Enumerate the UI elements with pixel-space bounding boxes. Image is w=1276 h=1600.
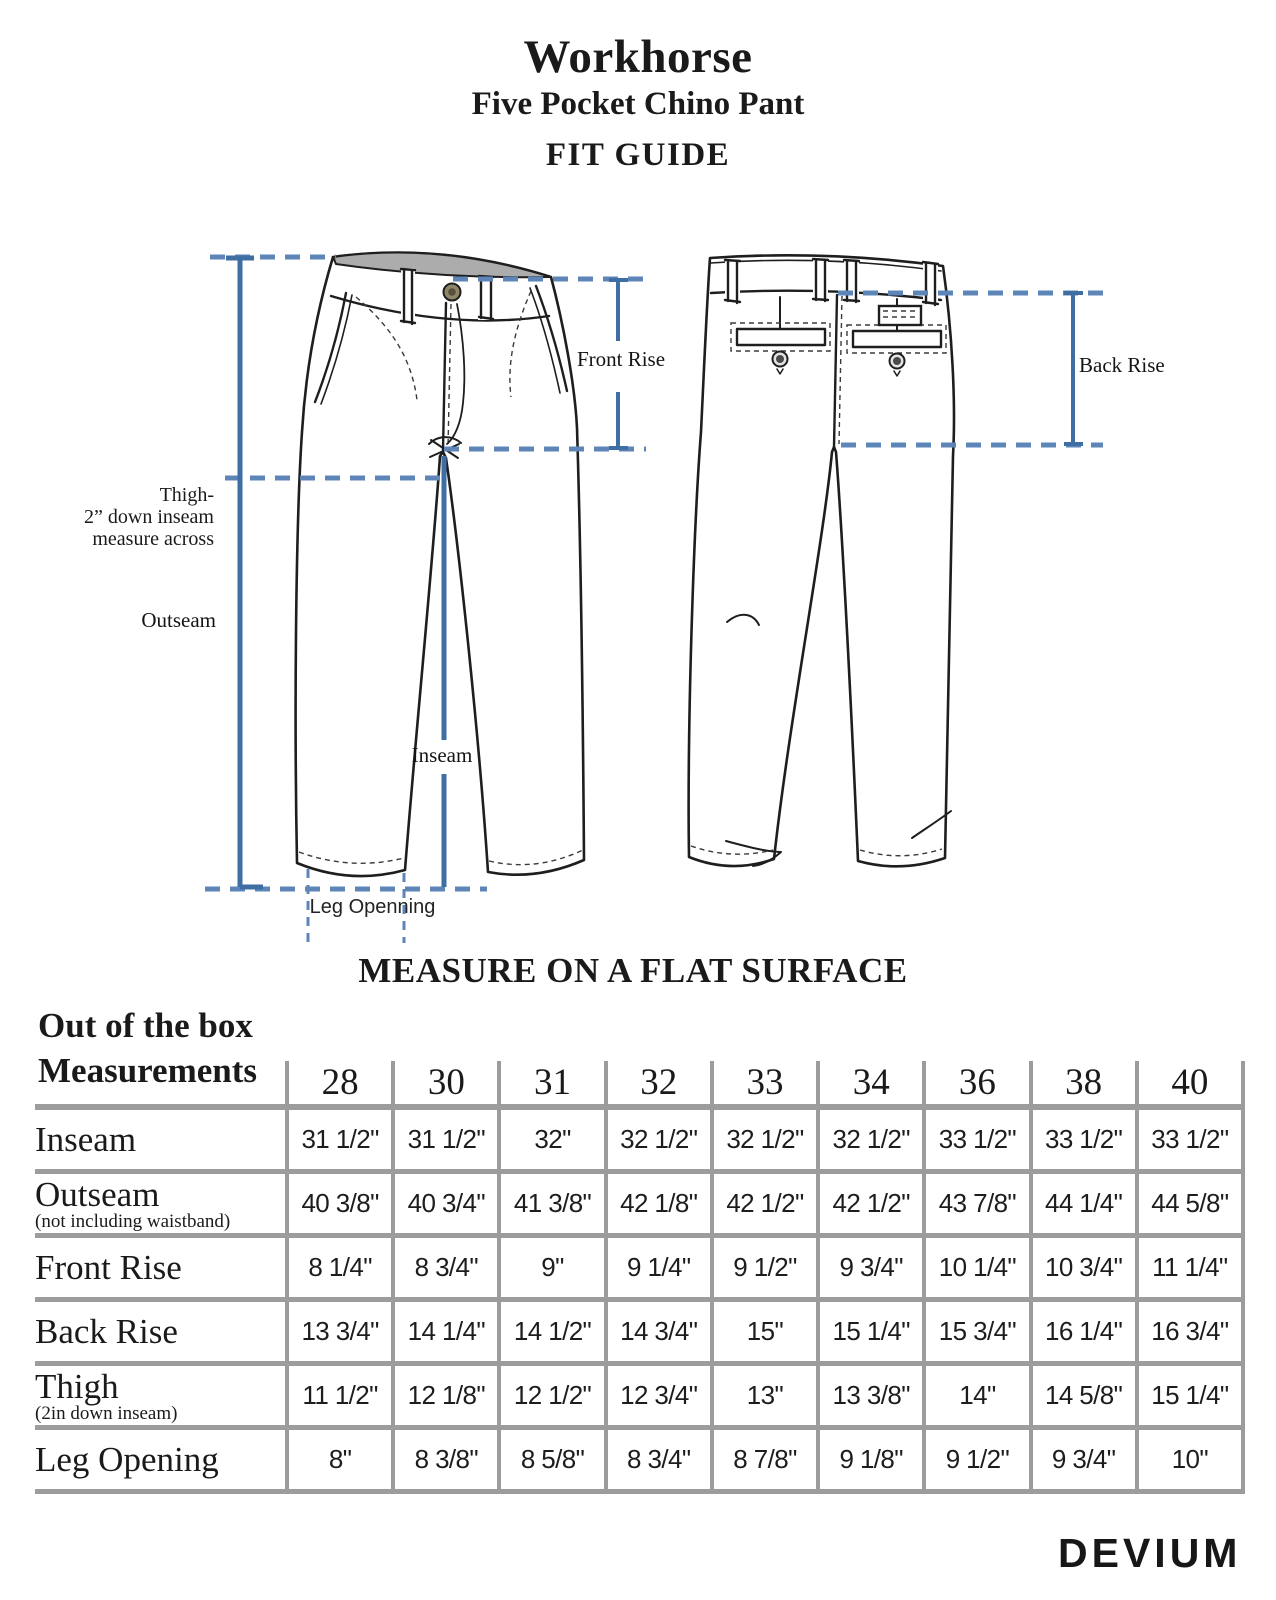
measurement-cell: 14 1/2" xyxy=(499,1300,605,1364)
table-row xyxy=(35,1107,1243,1172)
size-table-body xyxy=(35,1107,1243,1492)
row-label: Thigh (2in down inseam) xyxy=(35,1364,287,1428)
size-col-header: 28 xyxy=(287,1061,393,1107)
back-rise-label: Back Rise xyxy=(1079,353,1165,377)
measurement-cell: 12 1/8" xyxy=(393,1364,499,1428)
row-label-note: (not including waistband) xyxy=(35,1211,231,1232)
front-rise-label: Front Rise xyxy=(576,347,666,371)
measurement-cell: 31 1/2" xyxy=(393,1107,499,1172)
table-row xyxy=(35,1364,1243,1428)
measurement-cell: 44 5/8" xyxy=(1137,1172,1243,1236)
table-row xyxy=(35,1428,1243,1492)
size-col-header: 32 xyxy=(606,1061,712,1107)
measurement-cell: 14" xyxy=(924,1364,1030,1428)
measurement-cell: 11 1/4" xyxy=(1137,1236,1243,1300)
measurement-cell: 13 3/4" xyxy=(287,1300,393,1364)
brand-patch xyxy=(879,306,921,325)
measurement-cell: 15 3/4" xyxy=(924,1300,1030,1364)
measurement-cell: 33 1/2" xyxy=(1137,1107,1243,1172)
measurement-cell: 33 1/2" xyxy=(1031,1107,1137,1172)
measurement-cell: 15 1/4" xyxy=(1137,1364,1243,1428)
table-row xyxy=(35,1300,1243,1364)
corner-cell xyxy=(35,1061,287,1107)
outseam-line xyxy=(226,258,263,887)
measurement-cell: 14 1/4" xyxy=(393,1300,499,1364)
measurement-cell: 11 1/2" xyxy=(287,1364,393,1428)
size-table-container xyxy=(35,1061,1245,1494)
thigh-label-line2: 2” down inseam xyxy=(84,506,214,528)
measurement-cell: 8 1/4" xyxy=(287,1236,393,1300)
size-table xyxy=(35,1061,1245,1494)
size-header-row xyxy=(35,1061,1243,1107)
measure-note: MEASURE ON A FLAT SURFACE xyxy=(358,951,908,990)
table-title-line2: Measurements xyxy=(38,1051,258,1090)
measurement-cell: 31 1/2" xyxy=(287,1107,393,1172)
row-label: Inseam xyxy=(35,1107,287,1172)
thigh-label xyxy=(60,484,214,550)
row-label: Outseam (not including waistband) xyxy=(35,1172,287,1236)
measurement-cell: 9 1/8" xyxy=(818,1428,924,1492)
measurement-cell: 16 1/4" xyxy=(1031,1300,1137,1364)
measurement-cell: 8 3/8" xyxy=(393,1428,499,1492)
brand-logo: DEVIUM xyxy=(1058,1530,1242,1576)
front-pant-sketch xyxy=(296,253,584,877)
measurement-cell: 10" xyxy=(1137,1428,1243,1492)
measurement-cell: 13" xyxy=(712,1364,818,1428)
inseam-label: Inseam xyxy=(411,743,473,767)
row-label: Leg Opening xyxy=(35,1428,287,1492)
size-col-header: 34 xyxy=(818,1061,924,1107)
table-row xyxy=(35,1236,1243,1300)
thigh-label-line1: Thigh- xyxy=(159,484,214,506)
measurement-cell: 10 3/4" xyxy=(1031,1236,1137,1300)
measurement-cell: 9 3/4" xyxy=(1031,1428,1137,1492)
measurement-cell: 41 3/8" xyxy=(499,1172,605,1236)
measurement-cell: 8 3/4" xyxy=(606,1428,712,1492)
size-col-header: 36 xyxy=(924,1061,1030,1107)
leg-opening-label: Leg Openning xyxy=(309,896,436,918)
thigh-label-line3: measure across xyxy=(92,528,214,550)
measurement-cell: 32 1/2" xyxy=(606,1107,712,1172)
page-title: Workhorse xyxy=(523,31,753,83)
measurement-cell: 13 3/8" xyxy=(818,1364,924,1428)
measurement-cell: 42 1/2" xyxy=(818,1172,924,1236)
size-col-header: 33 xyxy=(712,1061,818,1107)
measurement-cell: 15" xyxy=(712,1300,818,1364)
measurement-cell: 14 5/8" xyxy=(1031,1364,1137,1428)
fit-guide-heading: FIT GUIDE xyxy=(545,137,731,173)
measurement-cell: 16 3/4" xyxy=(1137,1300,1243,1364)
measurement-cell: 44 1/4" xyxy=(1031,1172,1137,1236)
measurement-cell: 15 1/4" xyxy=(818,1300,924,1364)
measurement-cell: 40 3/4" xyxy=(393,1172,499,1236)
measurement-cell: 9 1/4" xyxy=(606,1236,712,1300)
measurement-cell: 32" xyxy=(499,1107,605,1172)
measurement-cell: 8" xyxy=(287,1428,393,1492)
measurement-cell: 9" xyxy=(499,1236,605,1300)
measurement-cell: 32 1/2" xyxy=(818,1107,924,1172)
size-col-header: 40 xyxy=(1137,1061,1243,1107)
measurement-cell: 8 3/4" xyxy=(393,1236,499,1300)
measurement-cell: 42 1/8" xyxy=(606,1172,712,1236)
measurement-cell: 32 1/2" xyxy=(712,1107,818,1172)
measurement-cell: 10 1/4" xyxy=(924,1236,1030,1300)
outseam-label: Outseam xyxy=(141,608,216,632)
measurement-cell: 12 3/4" xyxy=(606,1364,712,1428)
size-col-header: 31 xyxy=(499,1061,605,1107)
size-col-header: 38 xyxy=(1031,1061,1137,1107)
measurement-cell: 33 1/2" xyxy=(924,1107,1030,1172)
page-subtitle: Five Pocket Chino Pant xyxy=(471,86,805,122)
measurement-cell: 8 7/8" xyxy=(712,1428,818,1492)
measurement-cell: 14 3/4" xyxy=(606,1300,712,1364)
row-label: Front Rise xyxy=(35,1236,287,1300)
measurement-cell: 12 1/2" xyxy=(499,1364,605,1428)
measurement-cell: 40 3/8" xyxy=(287,1172,393,1236)
measurement-cell: 9 3/4" xyxy=(818,1236,924,1300)
row-label-note: (2in down inseam) xyxy=(35,1403,178,1424)
measurement-cell: 8 5/8" xyxy=(499,1428,605,1492)
size-col-header: 30 xyxy=(393,1061,499,1107)
measurement-cell: 9 1/2" xyxy=(712,1236,818,1300)
table-title-line1: Out of the box xyxy=(38,1006,253,1045)
back-pant-sketch xyxy=(689,255,954,866)
measurement-cell: 42 1/2" xyxy=(712,1172,818,1236)
table-row xyxy=(35,1172,1243,1236)
row-label: Back Rise xyxy=(35,1300,287,1364)
measurement-cell: 43 7/8" xyxy=(924,1172,1030,1236)
measurement-cell: 9 1/2" xyxy=(924,1428,1030,1492)
